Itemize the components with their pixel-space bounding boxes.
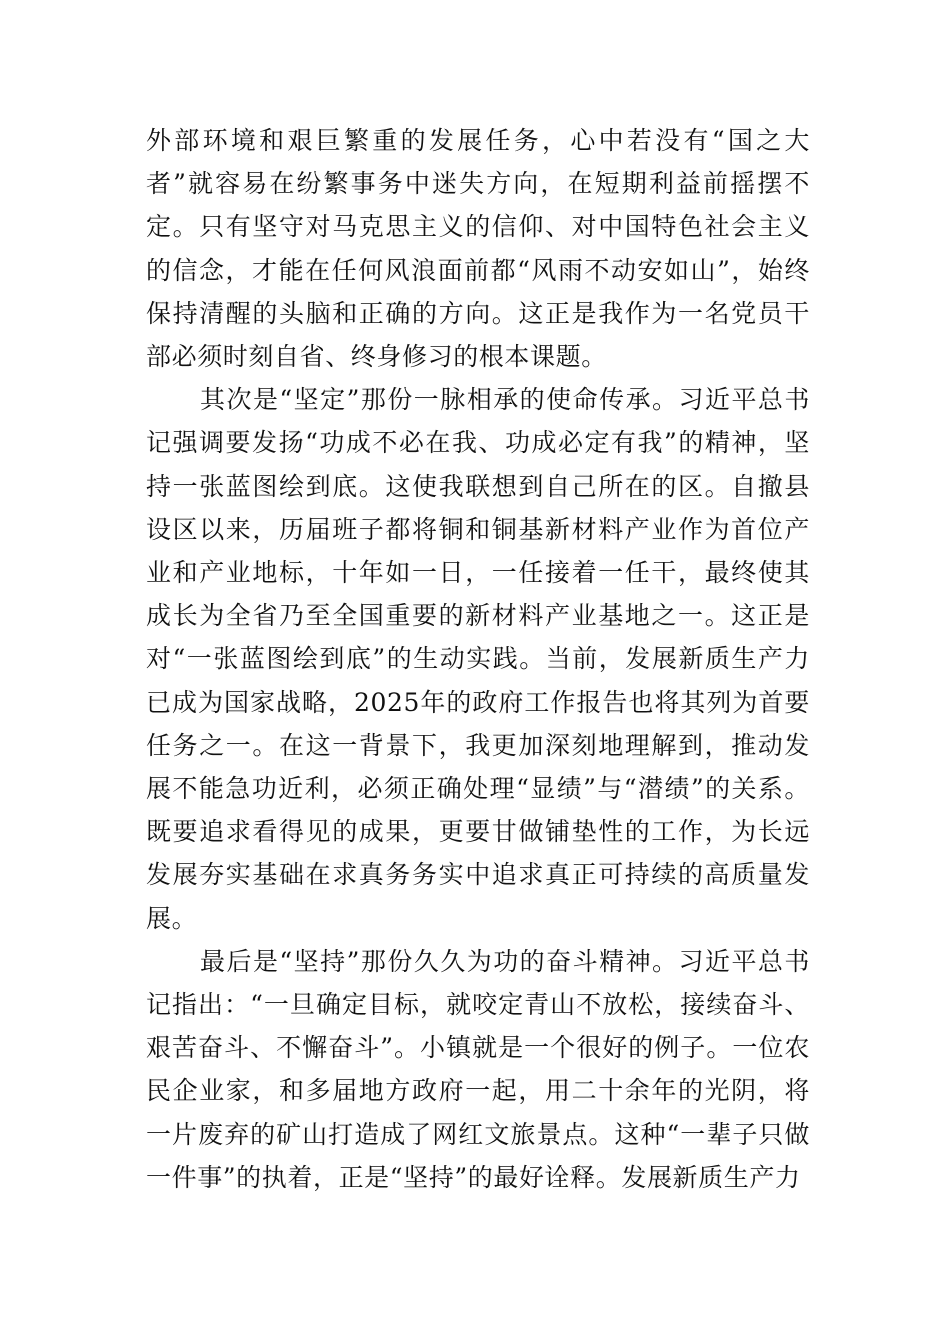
paragraph-continuation: 外部环境和艰巨繁重的发展任务，心中若没有“国之大者”就容易在纷繁事务中迷失方向，在短期利益前摇摆不定。只有坚守对马克思主义的信仰、对中国特色社会主义的信念，才能在任何风浪面前都“风雨不动安如山”，始终保持清醒的头脑和正确的方向。这正是我作为一名党员干部必须时刻自省、终身修习的根本课题。 (146, 126, 810, 372)
paragraph-persistence: 最后是“坚持”那份久久为功的奋斗精神。习近平总书记指出：“一旦确定目标，就咬定青山不放松，接续奋斗、艰苦奋斗、不懈奋斗”。小镇就是一个很好的例子。一位农民企业家，和多届地方政府一起，用二十余年的光阴，将一片废弃的矿山打造成了网红文旅景点。这种“一辈子只做一件事”的执着，正是“坚持”的最好诠释。发展新质生产力 (146, 946, 810, 1192)
body-text (146, 119, 810, 1199)
paragraph-steadfast: 其次是“坚定”那份一脉相承的使命传承。习近平总书记强调要发扬“功成不必在我、功成必定有我”的精神，坚持一张蓝图绘到底。这使我联想到自己所在的区。自撤县设区以来，历届班子都将铜和铜基新材料产业作为首位产业和产业地标，十年如一日，一任接着一任干，最终使其成长为全省乃至全国重要的新材料产业基地之一。这正是对“一张蓝图绘到底”的生动实践。当前，发展新质生产力已成为国家战略，2025年的政府工作报告也将其列为首要任务之一。在这一背景下，我更加深刻地理解到，推动发展不能急功近利，必须正确处理“显绩”与“潜绩”的关系。既要追求看得见的成果，更要甘做铺垫性的工作，为长远发展夯实基础在求真务务实中追求真正可持续的高质量发展。 (146, 385, 810, 933)
